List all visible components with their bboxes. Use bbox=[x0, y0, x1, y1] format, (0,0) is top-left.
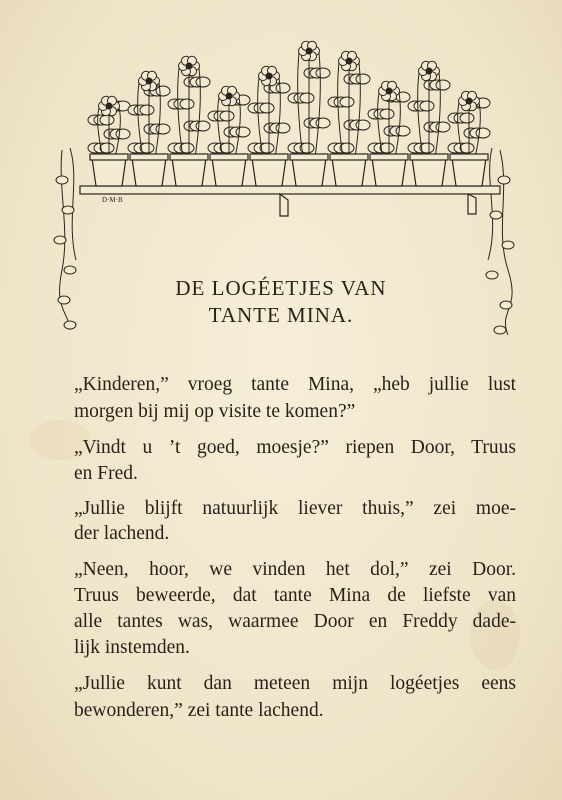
flower-pot-rim bbox=[330, 154, 368, 160]
flower-center bbox=[426, 68, 432, 74]
paragraph-line: der lachend. bbox=[74, 523, 170, 544]
plant-leaf bbox=[196, 77, 210, 87]
flower-pot bbox=[252, 158, 286, 186]
plant-leaf bbox=[100, 115, 114, 125]
plant-leaf bbox=[276, 83, 290, 93]
flower-center bbox=[306, 48, 312, 54]
flower-center bbox=[466, 98, 472, 104]
plant-leaf bbox=[260, 103, 274, 113]
flower-pot-rim bbox=[210, 154, 248, 160]
paragraph-line: „Kinderen,” vroeg tante Mina, „heb jullie lust bbox=[74, 374, 516, 395]
paragraph-line: Truus beweerde, dat tante Mina de liefste van bbox=[74, 585, 516, 606]
flower-pot bbox=[452, 158, 486, 186]
shelf-bracket bbox=[468, 194, 476, 214]
plant-stem bbox=[395, 93, 400, 158]
flower-center bbox=[186, 63, 192, 69]
paragraph-line: „Jullie kunt dan meteen mijn logéetjes eens bbox=[74, 673, 516, 694]
shelf bbox=[80, 186, 500, 194]
flower-center bbox=[346, 58, 352, 64]
plant-leaf bbox=[396, 126, 410, 136]
paragraph-line: „Neen, hoor, we vinden het dol,” zei Door. bbox=[74, 559, 516, 580]
flower-pot-rim bbox=[370, 154, 408, 160]
plant-leaf bbox=[140, 105, 154, 115]
illustrator-signature: D·M·B bbox=[102, 196, 123, 204]
flower-pot bbox=[92, 158, 126, 186]
paragraph-line: „Jullie blijft natuurlijk liever thuis,” zei moe- bbox=[74, 498, 516, 519]
flower-pot bbox=[332, 158, 366, 186]
plant-leaf bbox=[180, 99, 194, 109]
paragraph-line: en Fred. bbox=[74, 463, 138, 484]
plant-leaf bbox=[340, 97, 354, 107]
chapter-title-line-2: TANTE MINA. bbox=[208, 303, 354, 327]
chapter-title-line-1: DE LOGÉETJES VAN bbox=[175, 276, 387, 300]
flower-pot bbox=[292, 158, 326, 186]
vine-leaf bbox=[62, 206, 74, 214]
flower-center bbox=[106, 103, 112, 109]
flower-pot bbox=[132, 158, 166, 186]
flower-pot-rim bbox=[410, 154, 448, 160]
flower-pot bbox=[372, 158, 406, 186]
plant-leaf bbox=[460, 113, 474, 123]
vine-leaf bbox=[64, 266, 76, 274]
flower-pot-rim bbox=[450, 154, 488, 160]
flower-center bbox=[386, 88, 392, 94]
flower-pot-rim bbox=[170, 154, 208, 160]
flower-pot bbox=[412, 158, 446, 186]
flower-center bbox=[226, 93, 232, 99]
paragraph-line: „Vindt u ’t goed, moesje?” riepen Door, Truus bbox=[74, 437, 516, 458]
flower-center bbox=[146, 78, 152, 84]
flower-pot bbox=[212, 158, 246, 186]
paragraph-line: alle tantes was, waarmee Door en Freddy dade- bbox=[74, 611, 516, 632]
plant-leaf bbox=[220, 111, 234, 121]
paragraph-line: bewonderen,” zei tante lachend. bbox=[74, 700, 324, 721]
flower-pot-rim bbox=[130, 154, 168, 160]
plant-leaf bbox=[476, 128, 490, 138]
plant-stem bbox=[298, 53, 303, 158]
vine-leaf bbox=[502, 241, 514, 249]
flower-pot bbox=[172, 158, 206, 186]
plant-leaf bbox=[356, 74, 370, 84]
plant-leaf bbox=[116, 129, 130, 139]
plant-leaf bbox=[300, 93, 314, 103]
vine-leaf bbox=[490, 211, 502, 219]
plant-leaf bbox=[236, 127, 250, 137]
flower-center bbox=[266, 73, 272, 79]
plant-leaf bbox=[156, 86, 170, 96]
plant-leaf bbox=[100, 143, 114, 153]
plant-leaf bbox=[316, 68, 330, 78]
vine-leaf bbox=[54, 236, 66, 244]
flower-pot-rim bbox=[290, 154, 328, 160]
plant-leaf bbox=[380, 109, 394, 119]
plant-leaf bbox=[436, 80, 450, 90]
paragraph-line: lijk instemden. bbox=[74, 637, 190, 658]
vine-leaf bbox=[498, 176, 510, 184]
plant-leaf bbox=[420, 101, 434, 111]
vine-leaf bbox=[56, 176, 68, 184]
flower-pot-rim bbox=[90, 154, 128, 160]
flower-pot-rim bbox=[250, 154, 288, 160]
shelf-bracket bbox=[280, 194, 288, 216]
paragraph-line: morgen bij mij op visite te komen?” bbox=[74, 401, 356, 422]
